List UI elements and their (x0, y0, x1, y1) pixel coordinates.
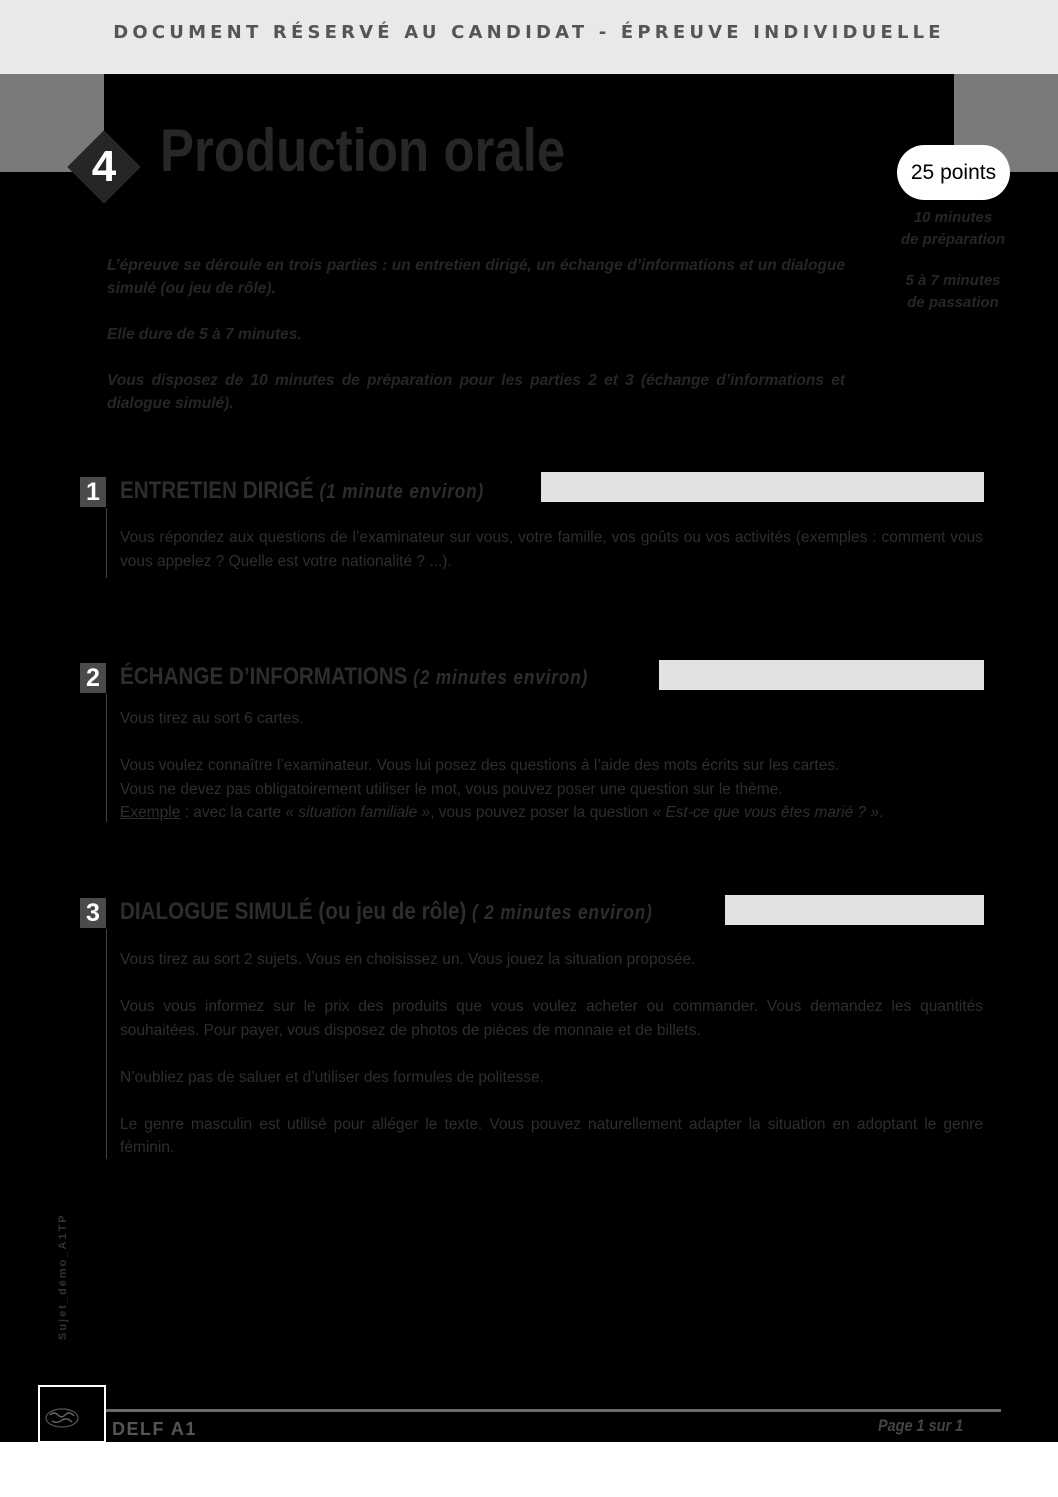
pass-time-note (880, 270, 1026, 314)
section-2-rule (106, 694, 107, 822)
bottom-band (0, 1442, 1058, 1497)
watermark: Sujet_démo_A1TP (57, 1213, 69, 1340)
section-3-paragraph: Le genre masculin est utilisé pour alléger le texte. Vous pouvez naturellement adapter la situation en adoptant le genre féminin. (120, 1115, 983, 1156)
section-2-body (120, 707, 983, 825)
points-badge: 25 points (897, 145, 1010, 200)
section-3-paragraph: Vous tirez au sort 2 sujets. Vous en choisissez un. Vous jouez la situation proposée. (120, 951, 696, 968)
footer-rule (106, 1409, 1001, 1412)
delf-logo (38, 1385, 106, 1443)
globe-logo-icon (44, 1407, 80, 1429)
part-number: 4 (91, 142, 117, 191)
prep-time-line: de préparation (900, 231, 1006, 248)
section-1-title-text: ENTRETIEN DIRIGÉ (120, 477, 314, 504)
section-2-number: 2 (80, 663, 106, 693)
intro-paragraph: Elle dure de 5 à 7 minutes. (107, 326, 302, 343)
section-2-paragraph: Vous tirez au sort 6 cartes. (120, 710, 304, 727)
section-3-number: 3 (80, 898, 106, 928)
section-1-number: 1 (80, 477, 106, 507)
section-2-example (120, 801, 983, 825)
section-1-paragraph: Vous répondez aux questions de l’examinateur sur vous, votre famille, vos goûts ou vos activités (exemples : comment vous vous appelez ? Quelle est votre nationalité ? ...). (120, 529, 983, 570)
intro-paragraph: L’épreuve se déroule en trois parties : un entretien dirigé, un échange d’informations et un dialogue simulé (ou jeu de rôle). (107, 257, 845, 297)
prep-time-note (880, 207, 1026, 251)
section-2-title-text: ÉCHANGE D’INFORMATIONS (120, 663, 408, 690)
intro-paragraph: Vous disposez de 10 minutes de préparation pour les parties 2 et 3 (échange d’informations et dialogue simulé). (107, 372, 845, 412)
header-banner: DOCUMENT RÉSERVÉ AU CANDIDAT - ÉPREUVE INDIVIDUELLE (113, 22, 945, 43)
section-3-paragraph: N’oubliez pas de saluer et d’utiliser des formules de politesse. (120, 1068, 544, 1086)
example-card: « situation familiale » (285, 804, 431, 821)
example-text: : avec la carte (180, 804, 286, 821)
page-title: Production orale (160, 117, 566, 184)
example-text: . (879, 804, 884, 821)
prep-time-line: 10 minutes (913, 209, 993, 226)
section-1-title (120, 477, 484, 505)
example-text: , vous pouvez poser la question (430, 804, 653, 821)
example-question: « Est-ce que vous êtes marié ? » (652, 804, 880, 821)
section-2-title (120, 663, 588, 691)
section-2-duration: (2 minutes environ) (413, 667, 589, 689)
section-3-title-text: DIALOGUE SIMULÉ (ou jeu de rôle) (120, 898, 467, 925)
section-2-line: Vous ne devez pas obligatoirement utiliser le mot, vous pouvez poser une question sur le thème. (120, 780, 783, 798)
section-1-duration: (1 minute environ) (319, 481, 485, 503)
pass-time-line: de passation (907, 294, 999, 311)
section-3-rule (106, 929, 107, 1159)
section-3-body (120, 948, 983, 1160)
footer-brand: DELF A1 (112, 1419, 197, 1439)
example-label: Exemple (120, 804, 181, 821)
section-1-bar (541, 472, 984, 502)
section-2-bar (659, 660, 984, 690)
pass-time-line: 5 à 7 minutes (905, 272, 1001, 289)
section-2-line: Vous voulez connaître l’examinateur. Vous lui posez des questions à l’aide des mots écrits sur les cartes. (120, 757, 840, 774)
section-3-title (120, 898, 653, 926)
intro-instructions (107, 254, 845, 438)
section-1-rule (106, 508, 107, 578)
section-3-paragraph: Vous vous informez sur le prix des produits que vous voulez acheter ou commander. Vous demandez les quantités souhaitées. Pour payer, vous disposez de photos de pièces de monnaie et de billets. (120, 998, 983, 1039)
page-number: Page 1 sur 1 (878, 1416, 964, 1435)
section-3-duration: ( 2 minutes environ) (472, 902, 653, 924)
section-1-body (120, 526, 983, 573)
section-3-bar (725, 895, 984, 925)
